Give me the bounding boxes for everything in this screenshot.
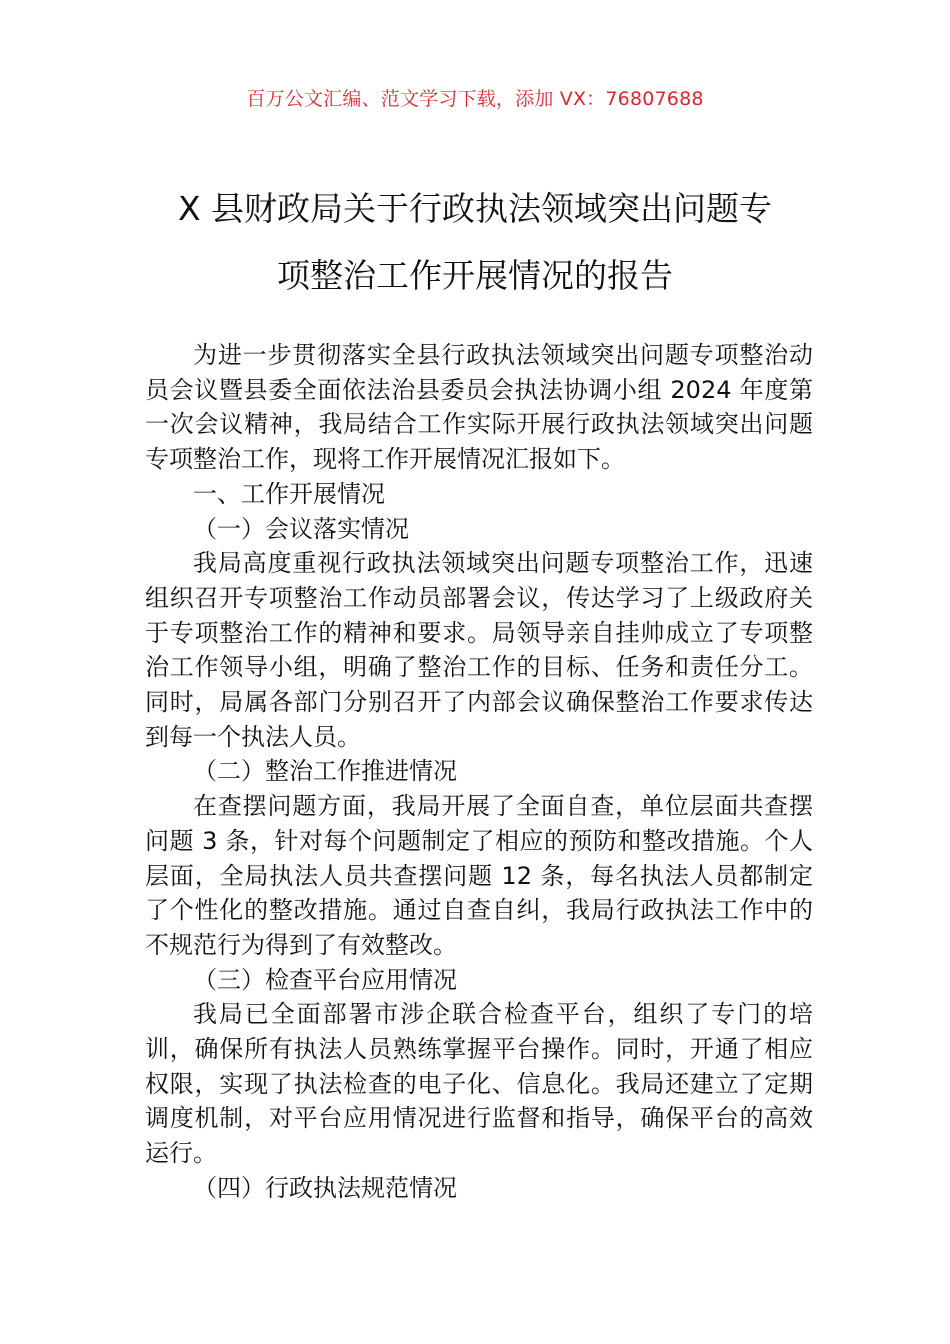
intro-paragraph: 为进一步贯彻落实全县行政执法领域突出问题专项整治动员会议暨县委全面依法治县委员会执法协调小组 2024 年度第一次会议精神，我局结合工作实际开展行政执法领域突出问题专项整治工作，现将工作开展情况汇报如下。: [145, 341, 813, 474]
paragraph-meeting: 我局高度重视行政执法领域突出问题专项整治工作，迅速组织召开专项整治工作动员部署会议，传达学习了上级政府关于专项整治工作的精神和要求。局领导亲自挂帅成立了专项整治工作领导小组，明确了整治工作的目标、任务和责任分工。同时，局属各部门分别召开了内部会议确保整治工作要求传达到每一个执法人员。: [145, 549, 813, 751]
paragraph-rectification: 在查摆问题方面，我局开展了全面自查，单位层面共查摆问题 3 条，针对每个问题制定了相应的预防和整改措施。个人层面，全局执法人员共查摆问题 12 条，每名执法人员都制定了个性化的整改措施。通过自查自纠，我局行政执法工作中的不规范行为得到了有效整改。: [145, 792, 813, 959]
document-title-line-1: X 县财政局关于行政执法领域突出问题专: [177, 189, 773, 228]
document-title-line-2: 项整治工作开展情况的报告: [277, 256, 673, 295]
watermark-text: 百万公文汇编、范文学习下载，添加 VX：76807688: [246, 88, 704, 110]
section-heading-1: 一、工作开展情况: [193, 479, 385, 508]
subsection-heading-4: （四）行政执法规范情况: [193, 1173, 457, 1202]
subsection-heading-2: （二）整治工作推进情况: [193, 757, 457, 786]
paragraph-platform: 我局已全面部署市涉企联合检查平台，组织了专门的培训，确保所有执法人员熟练掌握平台操作。同时，开通了相应权限，实现了执法检查的电子化、信息化。我局还建立了定期调度机制，对平台应用情况进行监督和指导，确保平台的高效运行。: [145, 1000, 813, 1168]
document-body: [145, 338, 813, 1206]
subsection-heading-3: （三）检查平台应用情况: [193, 965, 457, 994]
subsection-heading-1: （一）会议落实情况: [193, 514, 409, 543]
